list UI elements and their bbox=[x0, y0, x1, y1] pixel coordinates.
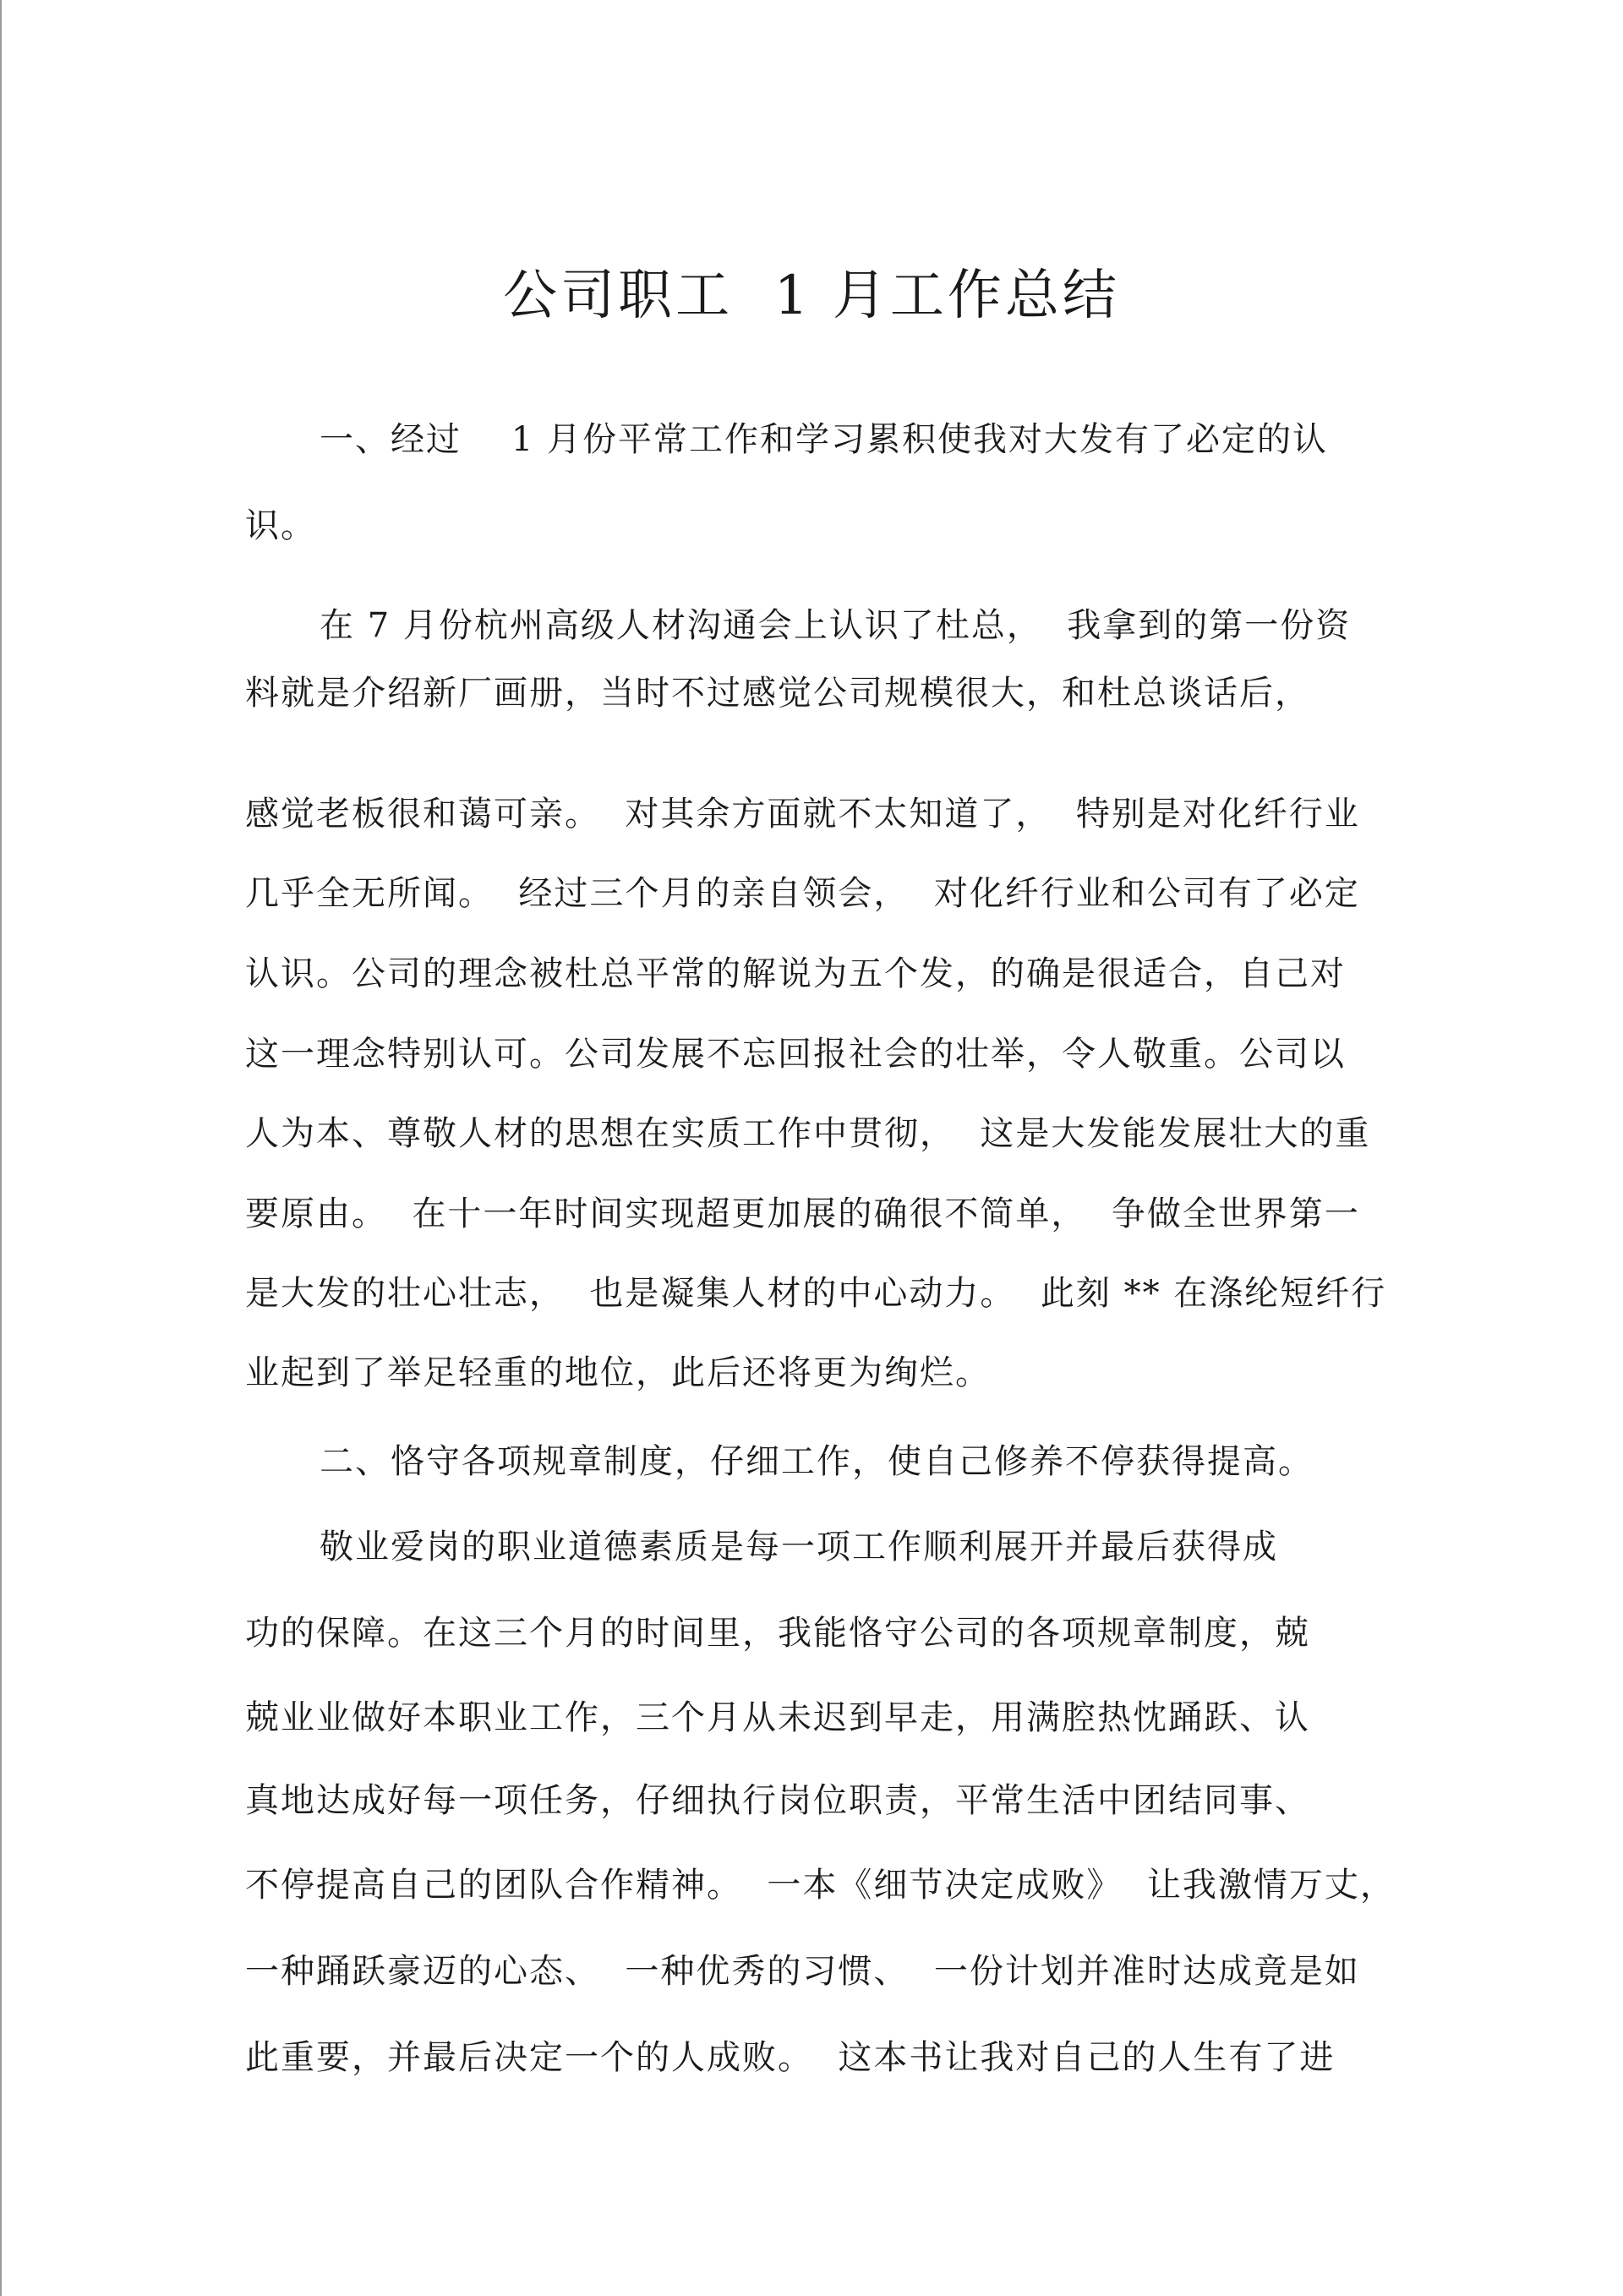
paragraph-line: 是大发的壮心壮志， 也是凝集人材的中心动力。 此刻 ** 在涤纶短纤行 bbox=[245, 1274, 1387, 1313]
paragraph-line: 在 7 月份杭州高级人材沟通会上认识了杜总， 我拿到的第一份资 bbox=[320, 606, 1352, 645]
paragraph-line: 人为本、尊敬人材的思想在实质工作中贯彻， 这是大发能发展壮大的重 bbox=[245, 1114, 1371, 1153]
page-left-edge bbox=[0, 0, 2, 2296]
paragraph-line: 真地达成好每一项任务，仔细执行岗位职责，平常生活中团结同事、 bbox=[245, 1781, 1310, 1820]
section-heading: 二、恪守各项规章制度，仔细工作，使自己修养不停获得提高。 bbox=[320, 1442, 1314, 1481]
paragraph-line: 功的保障。在这三个月的时间里，我能恪守公司的各项规章制度，兢 bbox=[245, 1614, 1310, 1653]
paragraph-line: 敬业爱岗的职业道德素质是每一项工作顺利展开并最后获得成 bbox=[320, 1528, 1278, 1566]
paragraph-line: 兢业业做好本职业工作，三个月从未迟到早走，用满腔热忱踊跃、认 bbox=[245, 1698, 1310, 1737]
paragraph-line: 此重要，并最后决定一个的人成败。 这本书让我对自己的人生有了进 bbox=[245, 2038, 1336, 2077]
paragraph-line: 业起到了举足轻重的地位，此后还将更为绚烂。 bbox=[245, 1353, 991, 1392]
paragraph-line: 一种踊跃豪迈的心态、 一种优秀的习惯、 一份计划并准时达成竟是如 bbox=[245, 1952, 1360, 1991]
paragraph-line: 料就是介绍新厂画册，当时不过感觉公司规模很大，和杜总谈话后， bbox=[245, 674, 1310, 713]
paragraph-line: 几乎全无所闻。 经过三个月的亲自领会， 对化纤行业和公司有了必定 bbox=[245, 874, 1360, 913]
paragraph-line: 识。 bbox=[245, 506, 316, 545]
document-title: 公司职工 1 月工作总结 bbox=[503, 265, 1120, 327]
paragraph-line: 一、经过 1 月份平常工作和学习累积使我对大发有了必定的认 bbox=[320, 420, 1329, 459]
paragraph-line: 认识。公司的理念被杜总平常的解说为五个发，的确是很适合，自己对 bbox=[245, 954, 1346, 993]
paragraph-line: 感觉老板很和蔼可亲。 对其余方面就不太知道了， 特别是对化纤行业 bbox=[245, 795, 1360, 834]
paragraph-line: 不停提高自己的团队合作精神。 一本《细节决定成败》 让我激情万丈， bbox=[245, 1866, 1396, 1905]
paragraph-line: 要原由。 在十一年时间实现超更加展的确很不简单， 争做全世界第一 bbox=[245, 1194, 1360, 1233]
paragraph-line: 这一理念特别认可。公司发展不忘回报社会的壮举，令人敬重。公司以 bbox=[245, 1035, 1346, 1074]
